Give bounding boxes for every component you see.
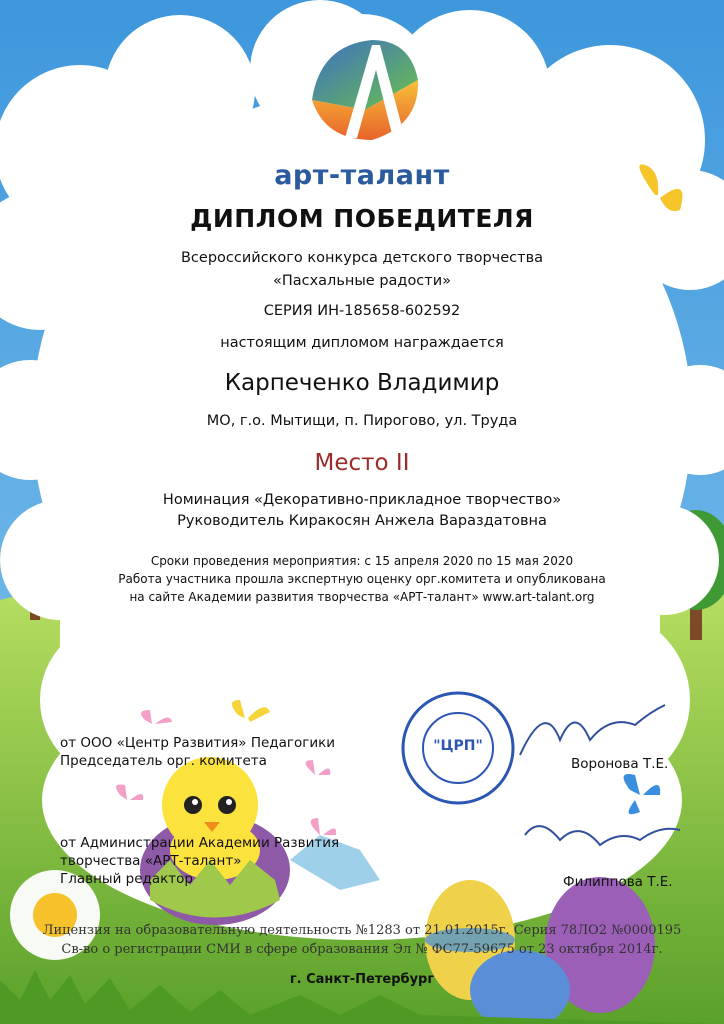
city: г. Санкт-Петербург — [289, 972, 435, 987]
signatory-1-block — [60, 734, 335, 770]
winner-address: МО, г.о. Мытищи, п. Пирогово, ул. Труда — [206, 413, 518, 429]
signatory-2-role: Главный редактор — [60, 871, 193, 887]
winner-name: Карпеченко Владимир — [224, 370, 500, 396]
contest-line-1: Всероссийского конкурса детского творчества — [180, 250, 544, 266]
nomination: Номинация «Декоративно-прикладное творчество» — [162, 492, 562, 508]
signatory-1-org: от ООО «Центр Развития» Педагогики — [60, 735, 336, 751]
award-place: Место II — [314, 450, 410, 476]
logo-brand-text: арт-талант — [274, 160, 450, 191]
signatory-1-role: Председатель орг. комитета — [60, 753, 267, 769]
series-number: СЕРИЯ ИН-185658-602592 — [263, 303, 461, 319]
signatory-1-name: Воронова Т.Е. — [571, 756, 669, 772]
license-line-2: Св-во о регистрации СМИ в сфере образования Эл № ФС77-59675 от 23 октября 2014г. — [61, 942, 663, 957]
info-dates: Сроки проведения мероприятия: с 15 апреля 2020 по 15 мая 2020 — [150, 554, 574, 568]
signatory-2-org-line-1: от Администрации Академии Развития — [60, 835, 340, 851]
signatory-2-block — [60, 834, 339, 888]
contest-line-2: «Пасхальные радости» — [272, 273, 452, 289]
awarded-text: настоящим дипломом награждается — [220, 335, 504, 351]
license-line-1: Лицензия на образовательную деятельность №1283 от 21.01.2015г. Серия 78ЛО2 №0000195 — [42, 923, 682, 938]
supervisor: Руководитель Киракосян Анжела Вараздатовна — [177, 513, 547, 529]
diploma-title: ДИПЛОМ ПОБЕДИТЕЛЯ — [190, 204, 534, 233]
stamp-center-text: "ЦРП" — [433, 738, 483, 754]
signatory-2-org-line-2: творчества «АРТ-талант» — [60, 853, 242, 869]
signatory-2-name: Филиппова Т.Е. — [563, 874, 673, 890]
info-evaluation: Работа участника прошла экспертную оценку орг.комитета и опубликована — [118, 572, 606, 586]
info-website: на сайте Академии развития творчества «АРТ-талант» www.art-talant.org — [129, 590, 595, 604]
